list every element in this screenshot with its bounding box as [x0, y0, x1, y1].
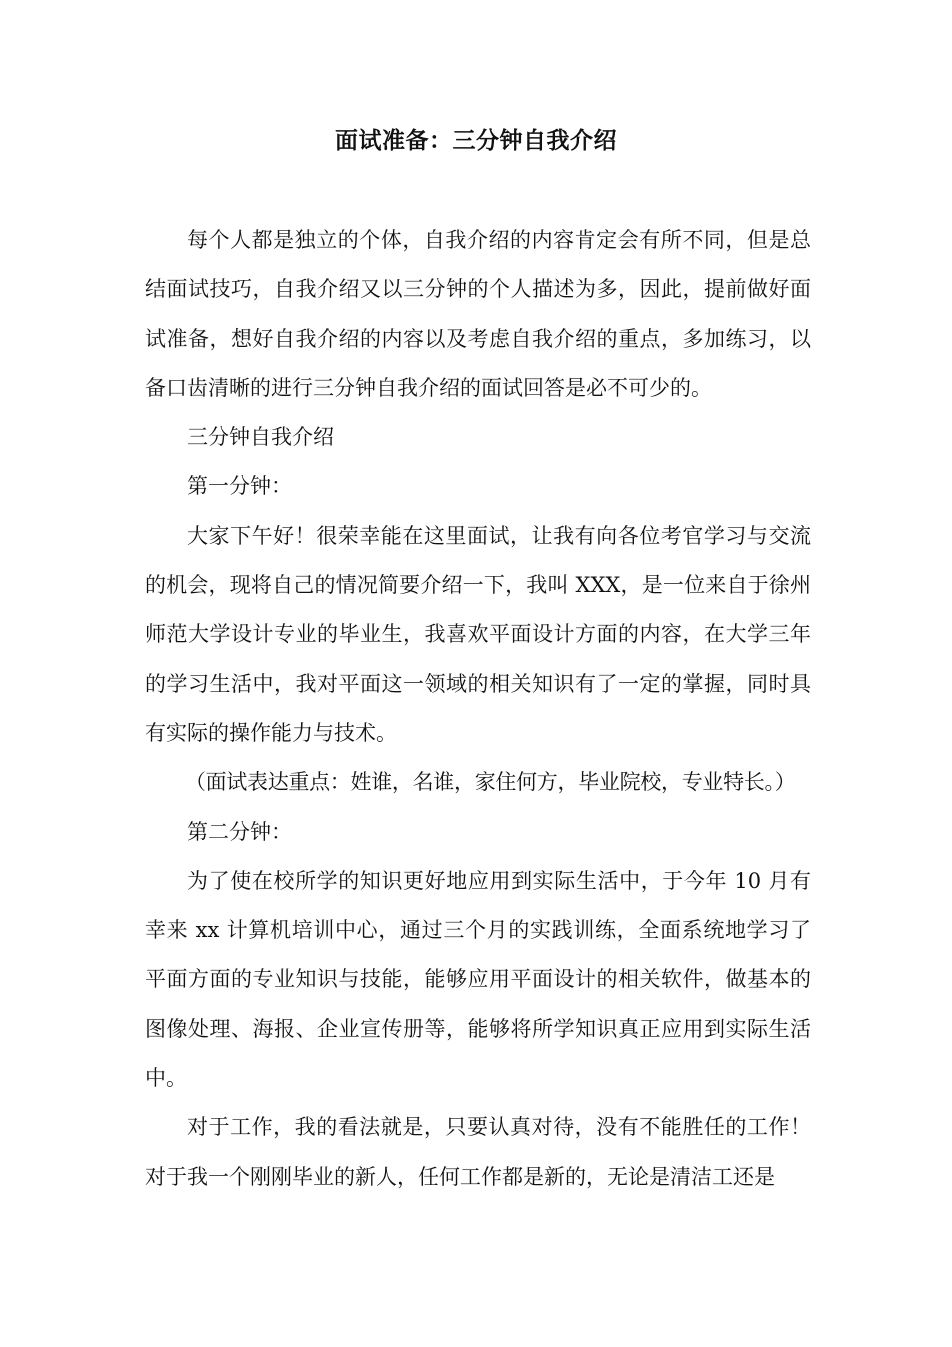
paragraph-interview-note: （面试表达重点：姓谁，名谁，家住何方，毕业院校，专业特长。） [184, 770, 796, 795]
paragraph-work-attitude: 对于工作，我的看法就是，只要认真对待，没有不能胜任的工作！对于我一个刚刚毕业的新人，任何工作都是新的，无论是清洁工还是 [145, 1115, 811, 1189]
paragraph-second-minute-content: 为了使在校所学的知识更好地应用到实际生活中，于今年 10 月有幸来 xx 计算机培训中心，通过三个月的实践训练，全面系统地学习了平面方面的专业知识与技能，能够应用平面设计的相关软件，做基本的图像处理、海报、企业宣传册等，能够将所学知识真正应用到实际生活中。 [145, 868, 811, 1091]
paragraph-second-minute-label: 第二分钟： [187, 819, 292, 844]
paragraph-first-minute-label: 第一分钟： [187, 474, 292, 499]
paragraph-intro: 每个人都是独立的个体，自我介绍的内容肯定会有所不同，但是总结面试技巧，自我介绍又以三分钟的个人描述为多，因此，提前做好面试准备，想好自我介绍的内容以及考虑自我介绍的重点，多加练习，以备口齿清晰的进行三分钟自我介绍的面试回答是必不可少的。 [145, 228, 811, 400]
document-title: 面试准备：三分钟自我介绍 [335, 128, 617, 154]
paragraph-first-minute-content: 大家下午好！很荣幸能在这里面试，让我有向各位考官学习与交流的机会，现将自己的情况简要介绍一下，我叫 XXX，是一位来自于徐州师范大学设计专业的毕业生，我喜欢平面设计方面的内容，在大学三年的学习生活中，我对平面这一领域的相关知识有了一定的掌握，同时具有实际的操作能力与技术。 [145, 523, 811, 745]
paragraph-section-heading: 三分钟自我介绍 [187, 425, 334, 450]
document-body [145, 216, 811, 1202]
